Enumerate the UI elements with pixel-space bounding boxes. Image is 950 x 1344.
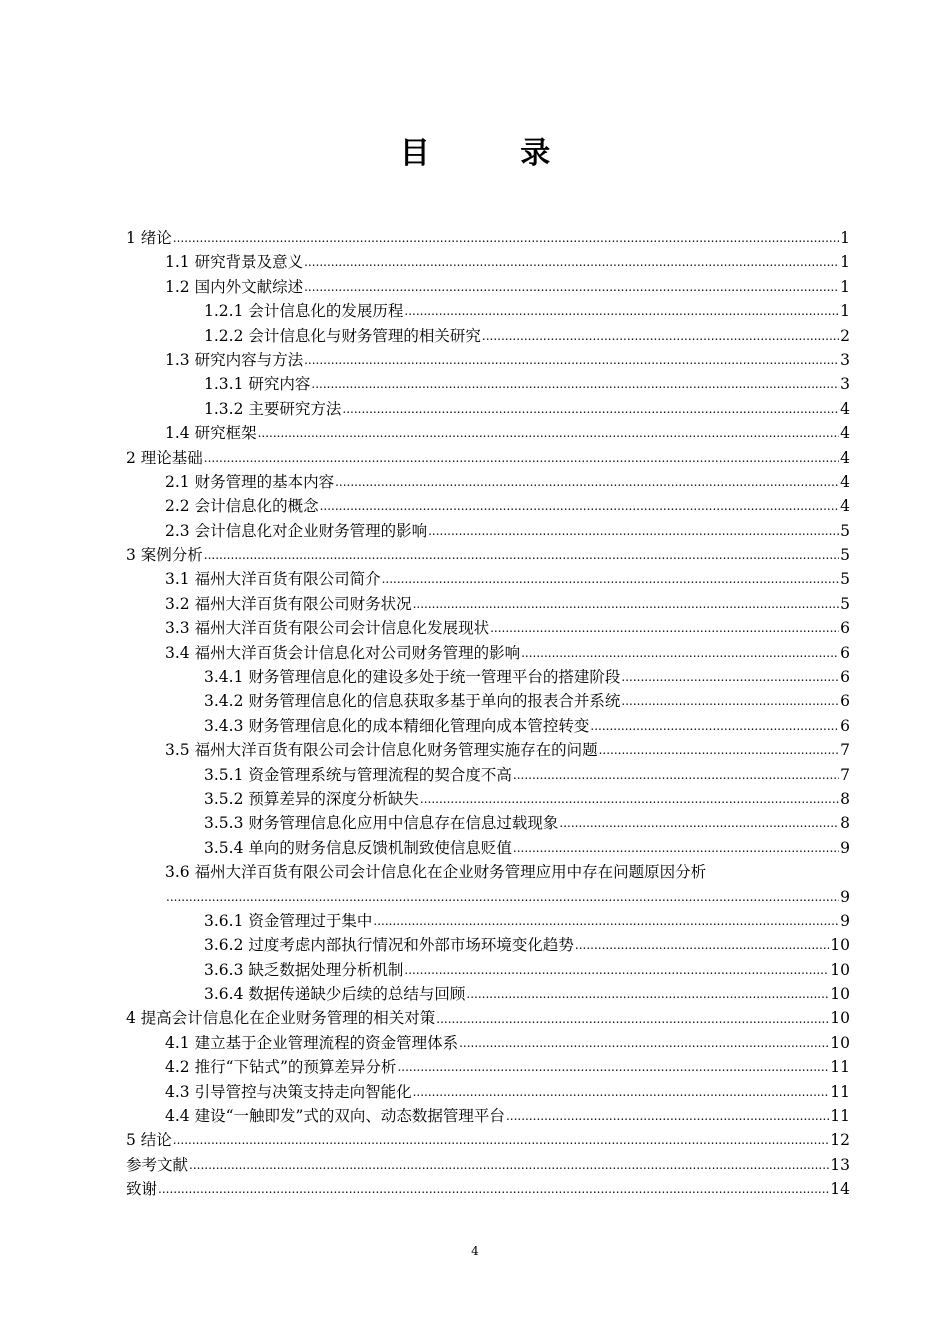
- toc-entry-page: 11: [830, 1082, 850, 1101]
- toc-entry-text: 3.4.3 财务管理信息化的成本精细化管理向成本管控转变: [204, 716, 590, 735]
- toc-entry-text: 2.3 会计信息化对企业财务管理的影响: [165, 521, 428, 540]
- toc-entry[interactable]: [126, 689, 850, 713]
- toc-entry-page: 9: [840, 887, 850, 906]
- toc-leader-dots: [466, 982, 829, 1006]
- toc-entry-text: 3.5.4 单向的财务信息反馈机制致使信息贬值: [204, 838, 512, 857]
- toc-entry-page: 11: [830, 1058, 850, 1077]
- toc-entry[interactable]: [126, 1104, 850, 1128]
- toc-leader-dots: [490, 616, 839, 640]
- toc-entry-page: 1: [840, 277, 850, 296]
- toc-entry-page: 7: [840, 765, 850, 784]
- toc-entry-page: 5: [840, 546, 850, 565]
- toc-entry[interactable]: [126, 1055, 850, 1079]
- toc-entry-page: 8: [840, 789, 850, 808]
- toc-entry[interactable]: [126, 446, 850, 470]
- toc-entry[interactable]: [126, 519, 850, 543]
- toc-entry[interactable]: [126, 397, 850, 421]
- toc-entry-text: 1.3.2 主要研究方法: [204, 399, 342, 418]
- toc-entry-continuation[interactable]: [126, 885, 850, 909]
- toc-entry-page: 6: [840, 643, 850, 662]
- toc-entry-text: 3.4.2 财务管理信息化的信息获取多基于单向的报表合并系统: [204, 692, 621, 711]
- toc-entry[interactable]: [126, 226, 850, 250]
- toc-entry[interactable]: [126, 982, 850, 1006]
- toc-entry-page: 14: [830, 1180, 850, 1199]
- toc-leader-dots: [258, 421, 840, 445]
- toc-entry[interactable]: [126, 372, 850, 396]
- toc-entry[interactable]: [126, 738, 850, 762]
- toc-leader-dots: [158, 1177, 829, 1201]
- toc-entry[interactable]: [126, 324, 850, 348]
- toc-entry-page: 5: [840, 594, 850, 613]
- toc-entry[interactable]: [126, 933, 850, 957]
- toc-entry-page: 6: [840, 619, 850, 638]
- toc-leader-dots: [428, 519, 839, 543]
- toc-leader-dots: [459, 1031, 829, 1055]
- toc-entry-text: 1.2 国内外文献综述: [165, 277, 304, 296]
- toc-entry[interactable]: [126, 275, 850, 299]
- toc-entry[interactable]: [126, 763, 850, 787]
- toc-entry[interactable]: [126, 348, 850, 372]
- toc-leader-dots: [204, 543, 839, 567]
- toc-entry-text: 2.2 会计信息化的概念: [165, 497, 319, 516]
- toc-entry-text: 3.1 福州大洋百货有限公司简介: [165, 570, 381, 589]
- toc-leader-dots: [404, 299, 839, 323]
- table-of-contents: [126, 226, 850, 1202]
- toc-entry-page: 10: [830, 936, 850, 955]
- toc-entry[interactable]: [126, 958, 850, 982]
- toc-entry[interactable]: [126, 470, 850, 494]
- toc-entry[interactable]: [126, 1177, 850, 1201]
- toc-leader-dots: [420, 787, 839, 811]
- toc-entry-text: 3.4 福州大洋百货会计信息化对公司财务管理的影响: [165, 643, 521, 662]
- footer-page-number: 4: [471, 1244, 479, 1258]
- toc-entry-page: 13: [830, 1155, 850, 1174]
- toc-entry-page: 10: [830, 1009, 850, 1028]
- toc-leader-dots: [335, 470, 839, 494]
- toc-leader-dots: [204, 446, 839, 470]
- toc-entry[interactable]: [126, 1153, 850, 1177]
- toc-entry[interactable]: [126, 836, 850, 860]
- toc-leader-dots: [590, 714, 839, 738]
- toc-entry-text: 参考文献: [126, 1155, 189, 1174]
- toc-entry-text: 4.3 引导管控与决策支持走向智能化: [165, 1082, 412, 1101]
- toc-entry-text: 4.2 推行“下钻式”的预算差异分析: [165, 1058, 397, 1077]
- toc-leader-dots: [304, 250, 839, 274]
- toc-leader-dots: [304, 275, 839, 299]
- toc-entry-text: 3.6.1 资金管理过于集中: [204, 911, 373, 930]
- toc-entry[interactable]: [126, 787, 850, 811]
- toc-leader-dots: [513, 836, 839, 860]
- toc-entry-page: 7: [840, 741, 850, 760]
- toc-leader-dots: [373, 909, 839, 933]
- toc-entry-page: 10: [830, 960, 850, 979]
- toc-entry-text: 1.2.1 会计信息化的发展历程: [204, 302, 404, 321]
- toc-entry-text: 1.2.2 会计信息化与财务管理的相关研究: [204, 326, 481, 345]
- toc-entry-page: 10: [830, 1033, 850, 1052]
- toc-entry-page: 1: [840, 253, 850, 272]
- toc-entry-page: 1: [840, 228, 850, 247]
- toc-entry-text: 5 结论: [126, 1131, 172, 1150]
- toc-entry[interactable]: [126, 641, 850, 665]
- toc-entry-page: 6: [840, 668, 850, 687]
- toc-entry-page: 10: [830, 985, 850, 1004]
- toc-leader-dots: [404, 958, 829, 982]
- toc-leader-dots: [413, 592, 840, 616]
- toc-entry-page: 11: [830, 1107, 850, 1126]
- toc-entry-page: 5: [840, 521, 850, 540]
- toc-entry-page: 12: [830, 1131, 850, 1150]
- toc-entry-page: 4: [840, 424, 850, 443]
- toc-entry-text: 3.5 福州大洋百货有限公司会计信息化财务管理实施存在的问题: [165, 741, 598, 760]
- toc-entry-text: 2 理论基础: [126, 448, 203, 467]
- toc-entry[interactable]: [126, 665, 850, 689]
- toc-entry[interactable]: [126, 1007, 850, 1031]
- toc-leader-dots: [382, 567, 840, 591]
- toc-leader-dots: [559, 811, 839, 835]
- toc-entry-page: 3: [840, 375, 850, 394]
- toc-entry-page: 9: [840, 838, 850, 857]
- toc-entry-text: 1.4 研究框架: [165, 424, 257, 443]
- toc-entry[interactable]: [126, 494, 850, 518]
- toc-entry-text: 致谢: [126, 1180, 158, 1199]
- toc-entry-text: 2.1 财务管理的基本内容: [165, 472, 335, 491]
- toc-entry-text: 3.5.3 财务管理信息化应用中信息存在信息过载现象: [204, 814, 559, 833]
- toc-entry[interactable]: [126, 567, 850, 591]
- toc-entry[interactable]: [126, 616, 850, 640]
- toc-leader-dots: [506, 1104, 829, 1128]
- toc-entry[interactable]: [126, 1031, 850, 1055]
- toc-entry[interactable]: [126, 592, 850, 616]
- toc-entry-text: 3.6.2 过度考虑内部执行情况和外部市场环境变化趋势: [204, 936, 574, 955]
- toc-entry[interactable]: [126, 421, 850, 445]
- toc-leader-dots: [320, 494, 840, 518]
- toc-entry-page: 8: [840, 814, 850, 833]
- toc-entry-text: 3.4.1 财务管理信息化的建设多处于统一管理平台的搭建阶段: [204, 668, 621, 687]
- toc-entry-page: 3: [840, 350, 850, 369]
- toc-leader-dots: [482, 324, 839, 348]
- toc-entry-text: 3.3 福州大洋百货有限公司会计信息化发展现状: [165, 619, 490, 638]
- toc-entry-page: 4: [840, 472, 850, 491]
- toc-entry-text: 1.3.1 研究内容: [204, 375, 311, 394]
- toc-leader-dots: [311, 372, 839, 396]
- toc-entry-text: 3.5.2 预算差异的深度分析缺失: [204, 789, 419, 808]
- toc-entry-text: 1.3 研究内容与方法: [165, 350, 304, 369]
- toc-entry[interactable]: [126, 543, 850, 567]
- toc-leader-dots: [599, 738, 840, 762]
- toc-leader-dots: [166, 885, 839, 909]
- toc-entry-page: 6: [840, 716, 850, 735]
- toc-entry-text: 3.5.1 资金管理系统与管理流程的契合度不高: [204, 765, 512, 784]
- toc-entry-text: 3.2 福州大洋百货有限公司财务状况: [165, 594, 412, 613]
- toc-leader-dots: [413, 1080, 830, 1104]
- toc-entry-page: 4: [840, 399, 850, 418]
- toc-entry-text: 4 提高会计信息化在企业财务管理的相关对策: [126, 1009, 436, 1028]
- toc-entry[interactable]: [126, 250, 850, 274]
- toc-entry[interactable]: [126, 811, 850, 835]
- toc-leader-dots: [189, 1153, 829, 1177]
- toc-leader-dots: [173, 226, 839, 250]
- toc-leader-dots: [521, 641, 839, 665]
- toc-leader-dots: [575, 933, 829, 957]
- toc-entry-text: 4.1 建立基于企业管理流程的资金管理体系: [165, 1033, 459, 1052]
- toc-leader-dots: [173, 1128, 829, 1152]
- toc-entry-page: 1: [840, 302, 850, 321]
- toc-leader-dots: [436, 1007, 829, 1031]
- toc-entry-text: 1.1 研究背景及意义: [165, 253, 304, 272]
- toc-entry-page: 4: [840, 497, 850, 516]
- toc-entry[interactable]: [126, 1128, 850, 1152]
- toc-entry-page: 6: [840, 692, 850, 711]
- toc-leader-dots: [342, 397, 839, 421]
- toc-leader-dots: [304, 348, 839, 372]
- toc-leader-dots: [621, 665, 839, 689]
- page-title: 目 录: [399, 136, 591, 171]
- toc-entry[interactable]: [126, 299, 850, 323]
- toc-entry-text: 3 案例分析: [126, 546, 203, 565]
- toc-entry-text: 3.6.4 数据传递缺少后续的总结与回顾: [204, 985, 466, 1004]
- toc-entry-text: 3.6.3 缺乏数据处理分析机制: [204, 960, 404, 979]
- toc-entry-page: 5: [840, 570, 850, 589]
- toc-entry[interactable]: [126, 909, 850, 933]
- toc-entry-text: 4.4 建设“一触即发”式的双向、动态数据管理平台: [165, 1107, 505, 1126]
- toc-entry-page: 4: [840, 448, 850, 467]
- toc-entry-text: 1 绪论: [126, 228, 172, 247]
- toc-leader-dots: [513, 763, 839, 787]
- toc-leader-dots: [397, 1055, 829, 1079]
- toc-entry-page: 9: [840, 911, 850, 930]
- toc-entry[interactable]: [126, 1080, 850, 1104]
- toc-leader-dots: [621, 689, 839, 713]
- toc-entry[interactable]: [126, 714, 850, 738]
- toc-entry-page: 2: [840, 326, 850, 345]
- toc-entry-wrapped-text[interactable]: 3.6 福州大洋百货有限公司会计信息化在企业财务管理应用中存在问题原因分析: [165, 863, 707, 882]
